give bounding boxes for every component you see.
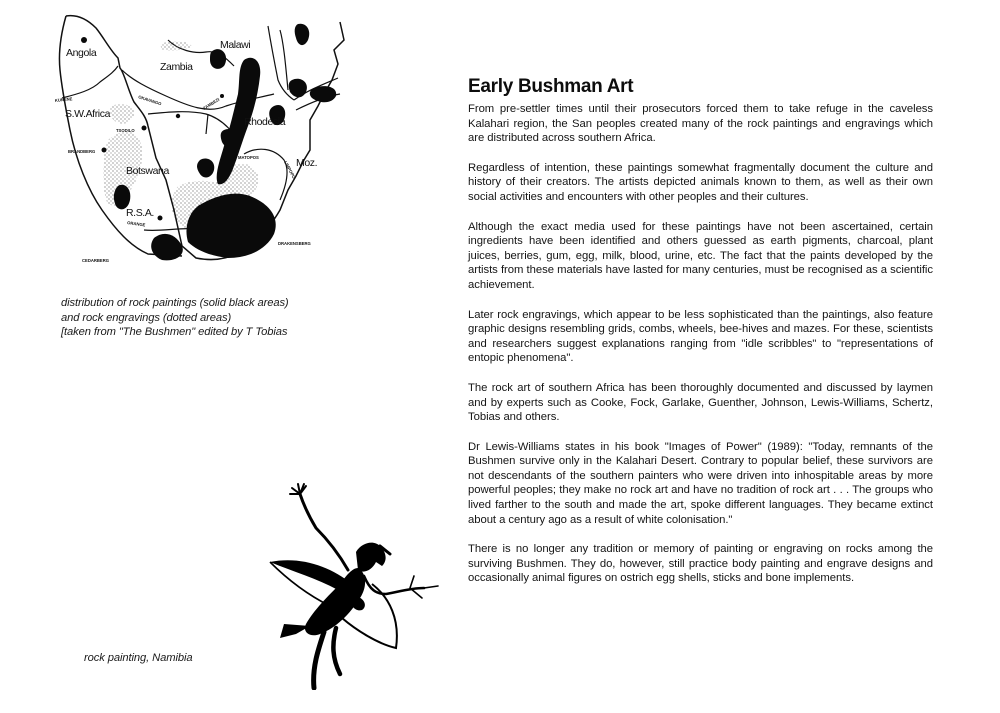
map-label-rhodesia: Rhodesia (244, 116, 286, 128)
painting-area (295, 24, 310, 45)
map-label-botswana: Botswana (126, 165, 169, 177)
painting-site (176, 114, 180, 118)
painting-area (310, 86, 336, 102)
painting-area (151, 234, 183, 261)
map-label-orange: ORANGE (126, 220, 146, 228)
painting-site (81, 37, 87, 43)
map-label-angola: Angola (66, 47, 97, 59)
map-label-kunene: KUNENE (54, 96, 73, 103)
painting-area (197, 158, 214, 177)
painting-site (220, 94, 224, 98)
map-label-zambia: Zambia (160, 61, 193, 73)
map-label-limpopo: LIMPOPO (283, 160, 297, 180)
rock-art-distribution-map (48, 10, 368, 290)
map-label-okavango: OKAVANGO (137, 94, 163, 107)
map-label-sw-africa: S.W.Africa (65, 108, 111, 120)
rock-painting-figure (240, 480, 440, 690)
article-paragraph: Later rock engravings, which appear to be less sophisticated than the paintings, also feature graphic designs resembling grids, combs, wheels, bee-hives and mazes. For these, scientists and researchers suggest explanations ranging from "idle scribbles" to "representations of entopic phenomena". (468, 308, 933, 365)
article (468, 76, 933, 601)
map-label-matopos: MATOPOS (238, 155, 259, 160)
map-label-cedarberg: CEDARBERG (82, 258, 109, 263)
map-label-brandberg: BRANDBERG (68, 149, 96, 154)
map-caption-line: distribution of rock paintings (solid black areas) (61, 297, 289, 309)
painting-site (142, 126, 147, 131)
map-svg (48, 10, 368, 290)
engraving-area (160, 41, 192, 51)
rock-painting-illustration (240, 480, 440, 690)
border-line (280, 30, 288, 90)
map-label-zambezi: ZAMBEZI (201, 96, 221, 111)
article-paragraph: From pre-settler times until their prosecutors forced them to take refuge in the caveless Kalahari region, the San peoples created many of the rock paintings and engravings which are distributed across southern Africa. (468, 103, 933, 145)
article-paragraph: Dr Lewis-Williams states in his book "Images of Power" (1989): "Today, remnants of the Bushmen survive only in the Kalahari Desert. Contrary to popular belief, these survivors are not descendants of the southern painters who were driven into inhospitable areas by more powerful peoples; they make no rock art and have no tradition of rock art . . . The groups who lived farther to the south and made the art, spoke different languages. They became extinct about a century ago as a result of white colonisation." (468, 440, 933, 526)
engraving-area (110, 104, 134, 124)
article-paragraph: Regardless of intention, these paintings somewhat fragmentally document the culture and history of their creators. The artists depicted animals known to them, as well as their own social activities and encounters with other peoples and their cultures. (468, 161, 933, 203)
map-caption (61, 296, 361, 340)
painting-area (210, 49, 226, 69)
article-paragraph: The rock art of southern Africa has been thoroughly documented and discussed by laymen and by experts such as Cooke, Fock, Garlake, Guenther, Johnson, Lewis-Williams, Schertz, Tobias and others. (468, 381, 933, 424)
map-caption-line: and rock engravings (dotted areas) (61, 311, 232, 324)
painting-site (102, 148, 107, 153)
map-label-mozambique: Moz. (296, 157, 318, 169)
river-line (206, 114, 208, 134)
map-caption-line: [taken from "The Bushmen" edited by T Tobias (61, 326, 288, 338)
painting-area (114, 185, 130, 210)
article-paragraph: Although the exact media used for these paintings have not been ascertained, certain ingredients have been identified and others guessed as earth pigments, charcoal, plant juices, berries, gum, egg, milk, blood, urine, etc. The fact that the paints developed by the artists from these materials have lasted for many centuries, must be recognised as a scientific achievement. (468, 220, 933, 291)
map-label-drakensberg: DRAKENSBERG (278, 241, 311, 246)
article-paragraph: There is no longer any tradition or memory of painting or engraving on rocks among the surviving Bushmen. They do, however, still practice body painting and engrave designs and occasionally animal figures on ostrich egg shells, sticks and bone implements. (468, 543, 933, 585)
map-label-tsodilo: TSODILO (116, 128, 135, 133)
map-label-malawi: Malawi (220, 39, 251, 51)
painting-area (289, 79, 307, 98)
border-line (62, 66, 118, 98)
map-label-rsa: R.S.A. (126, 207, 154, 219)
article-title: Early Bushman Art (468, 76, 634, 97)
figure-caption: rock painting, Namibia (84, 652, 193, 664)
painting-site (158, 216, 163, 221)
